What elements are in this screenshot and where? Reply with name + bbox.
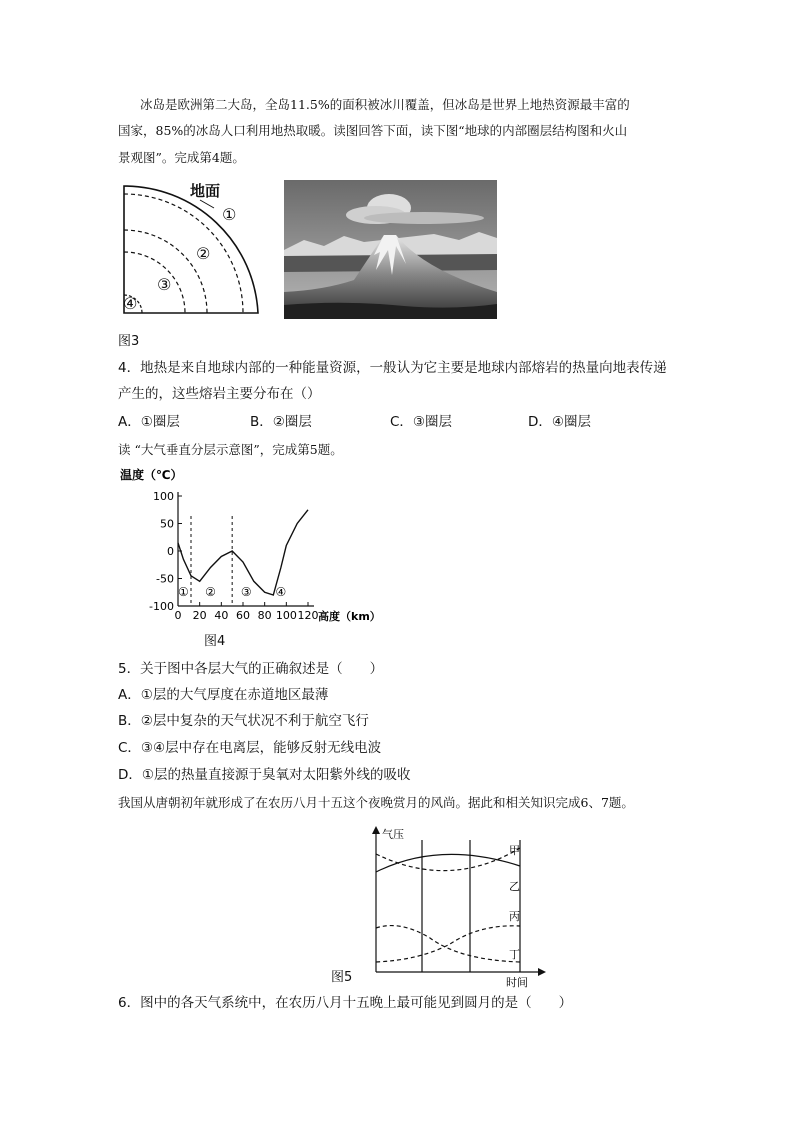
y-tick-label: 0: [167, 545, 174, 558]
q5-option-b: B．②层中复杂的天气状况不利于航空飞行: [118, 713, 369, 729]
layer-1-label: ①: [222, 205, 237, 224]
q4-option-b: B．②圈层: [250, 414, 312, 430]
q5-option-a: A．①层的大气厚度在赤道地区最薄: [118, 687, 329, 703]
intro-line-2: 国家，85%的冰岛人口利用地热取暖。读图回答下面，读下图“地球的内部圈层结构图和火山: [118, 123, 628, 138]
intro-line-1: 冰岛是欧洲第二大岛，全岛11.5%的面积被冰川覆盖，但冰岛是世界上地热资源最丰富的: [140, 97, 630, 112]
q6-stem: 6．图中的各天气系统中，在农历八月十五晚上最可能见到圆月的是（ ）: [118, 995, 573, 1011]
pressure-axis-label: 气压: [382, 828, 404, 841]
q4-option-c: C．③圈层: [390, 414, 453, 430]
figure-4-caption: 图4: [204, 634, 226, 649]
q4-option-d: D．④圈层: [528, 414, 591, 430]
y-tick-label: 100: [153, 490, 174, 503]
atmosphere-layer-label: ②: [205, 585, 216, 600]
atmosphere-layer-label: ①: [178, 585, 189, 600]
q5-option-c: C．③④层中存在电离层，能够反射无线电波: [118, 740, 382, 756]
y-axis-label: 温度（℃）: [120, 468, 183, 482]
figure-5-caption: 图5: [331, 970, 353, 985]
q4-option-a: A．①圈层: [118, 414, 180, 430]
q67-intro: 我国从唐朝初年就形成了在农历八月十五这个夜晚赏月的风尚。据此和相关知识完成6、7题。: [118, 795, 634, 810]
x-axis-label: 高度（km）: [318, 610, 381, 623]
q5-stem: 5．关于图中各层大气的正确叙述是（ ）: [118, 661, 384, 677]
curve-bing: [376, 926, 520, 962]
q4-stem-line-1: 4．地热是来自地球内部的一种能量资源，一般认为它主要是地球内部熔岩的热量向地表传递: [118, 360, 667, 376]
ground-label: 地面: [190, 182, 221, 200]
x-tick-label: 40: [214, 609, 229, 622]
x-tick-label: 60: [236, 609, 250, 622]
q4-stem-line-2: 产生的，这些熔岩主要分布在（）: [118, 386, 321, 402]
atmosphere-chart: [114, 462, 394, 632]
curve-ding: [376, 926, 520, 962]
q5-option-d: D．①层的热量直接源于臭氧对太阳紫外线的吸收: [118, 767, 411, 783]
intro-line-3: 景观图”。完成第4题。: [118, 150, 245, 165]
volcano-photo: [284, 180, 497, 319]
layer-4-label: ④: [123, 294, 138, 313]
y-tick-label: -50: [156, 572, 174, 586]
x-tick-label: 80: [257, 609, 272, 622]
curve-label-bing: 丙: [509, 910, 520, 923]
time-axis-label: 时间: [506, 976, 528, 989]
curve-label-yi: 乙: [509, 880, 520, 893]
atmosphere-layer-label: ④: [275, 585, 287, 600]
atmosphere-layer-label: ③: [240, 585, 252, 600]
x-tick-label: 100: [275, 609, 297, 622]
curve-label-jia: 甲: [509, 844, 520, 857]
q5-intro: 读 “大气垂直分层示意图”，完成第5题。: [118, 442, 343, 457]
x-tick-label: 0: [174, 609, 182, 622]
x-tick-label: 120: [297, 609, 319, 622]
curve-label-ding: 丁: [509, 948, 520, 961]
curve-jia: [376, 848, 520, 871]
x-tick-label: 20: [192, 609, 207, 622]
y-tick-label: 50: [160, 517, 174, 531]
y-tick-label: -100: [149, 600, 174, 613]
figure-3-caption: 图3: [118, 334, 140, 349]
temperature-curve: [178, 510, 308, 595]
pressure-chart: [370, 820, 555, 990]
layer-2-label: ②: [196, 244, 211, 263]
layer-3-label: ③: [157, 275, 172, 294]
